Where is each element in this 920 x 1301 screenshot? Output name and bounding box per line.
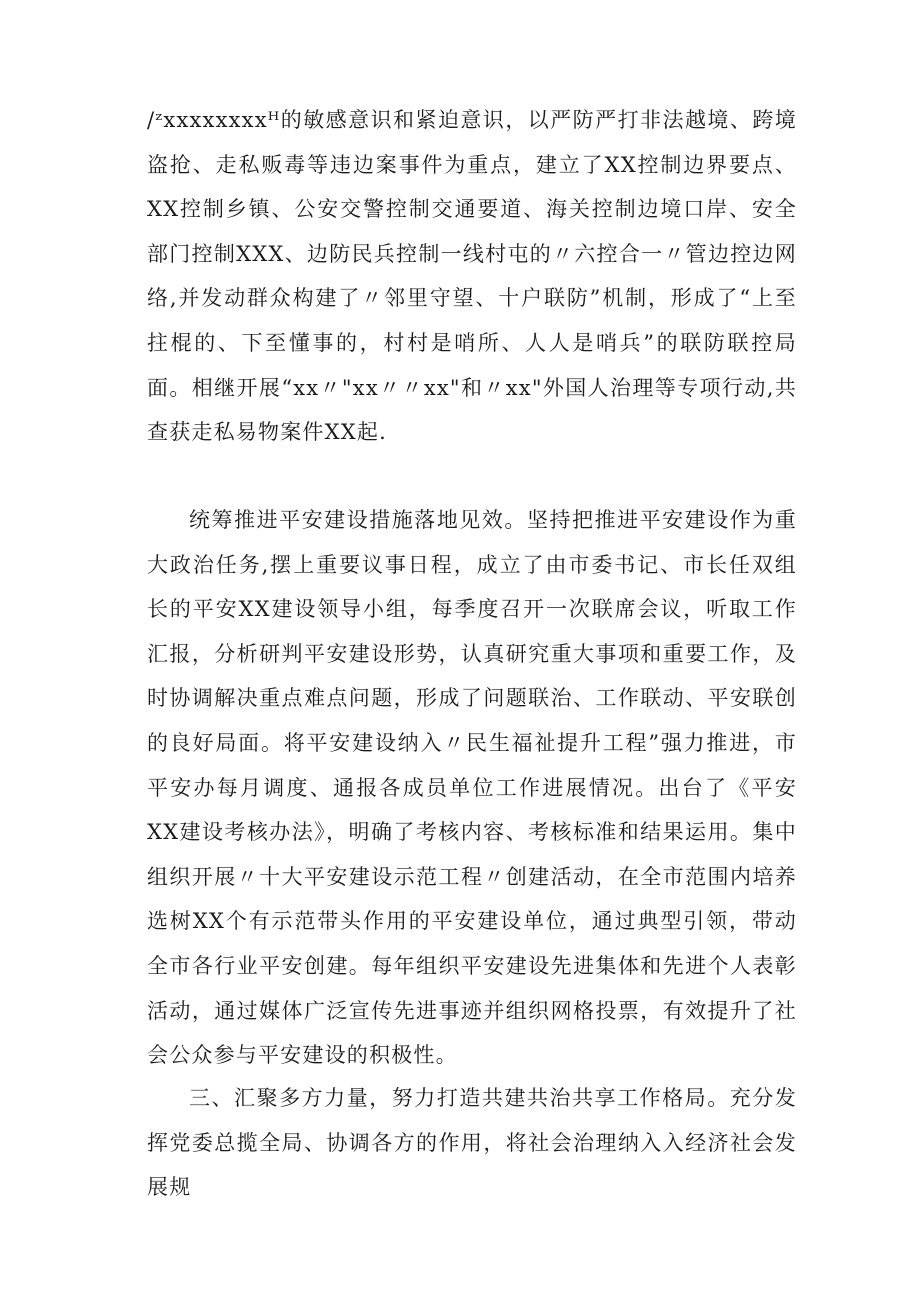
paragraph-multi-party-forces: 三、汇聚多方力量，努力打造共建共治共享工作格局。充分发挥党委总揽全局、协调各方的作用，将社会治理纳入入经济社会发展规	[147, 1086, 797, 1200]
paragraph-border-control: /ᶻxxxxxxxxᴴ的敏感意识和紧迫意识，以严防严打非法越境、跨境盗抢、走私贩毒等违边案事件为重点，建立了XX控制边界要点、XX控制乡镇、公安交警控制交通要道、海关控制边境口岸、安全部门控制XXX、边防民兵控制一线村屯的〃六控合一〃管边控边网络,并发动群众构建了〃邻里守望、十户联防”机制，形成了“上至拄棍的、下至懂事的，村村是哨所、人人是哨兵”的联防联控局面。相继开展“xx〃"xx〃〃xx"和〃xx"外国人治理等专项行动,共查获走私易物案件XX起.	[147, 108, 797, 445]
paragraph-safety-construction: 统筹推进平安建设措施落地见效。坚持把推进平安建设作为重大政治任务,摆上重要议事日程，成立了由市委书记、市长任双组长的平安XX建设领导小组，每季度召开一次联席会议，听取工作汇报，分析研判平安建设形势，认真研究重大事项和重要工作，及时协调解决重点难点问题，形成了问题联治、工作联动、平安联创的良好局面。将平安建设纳入〃民生福祉提升工程”强力推进，市平安办每月调度、通报各成员单位工作进展情况。出台了《平安XX建设考核办法》，明确了考核内容、考核标准和结果运用。集中组织开展〃十大平安建设示范工程〃创建活动，在全市范围内培养选树XX个有示范带头作用的平安建设单位，通过典型引领，带动全市各行业平安创建。每年组织平安建设先进集体和先进个人表彰活动，通过媒体广泛宣传先进事迹并组织网格投票，有效提升了社会公众参与平安建设的积极性。	[147, 508, 797, 1068]
